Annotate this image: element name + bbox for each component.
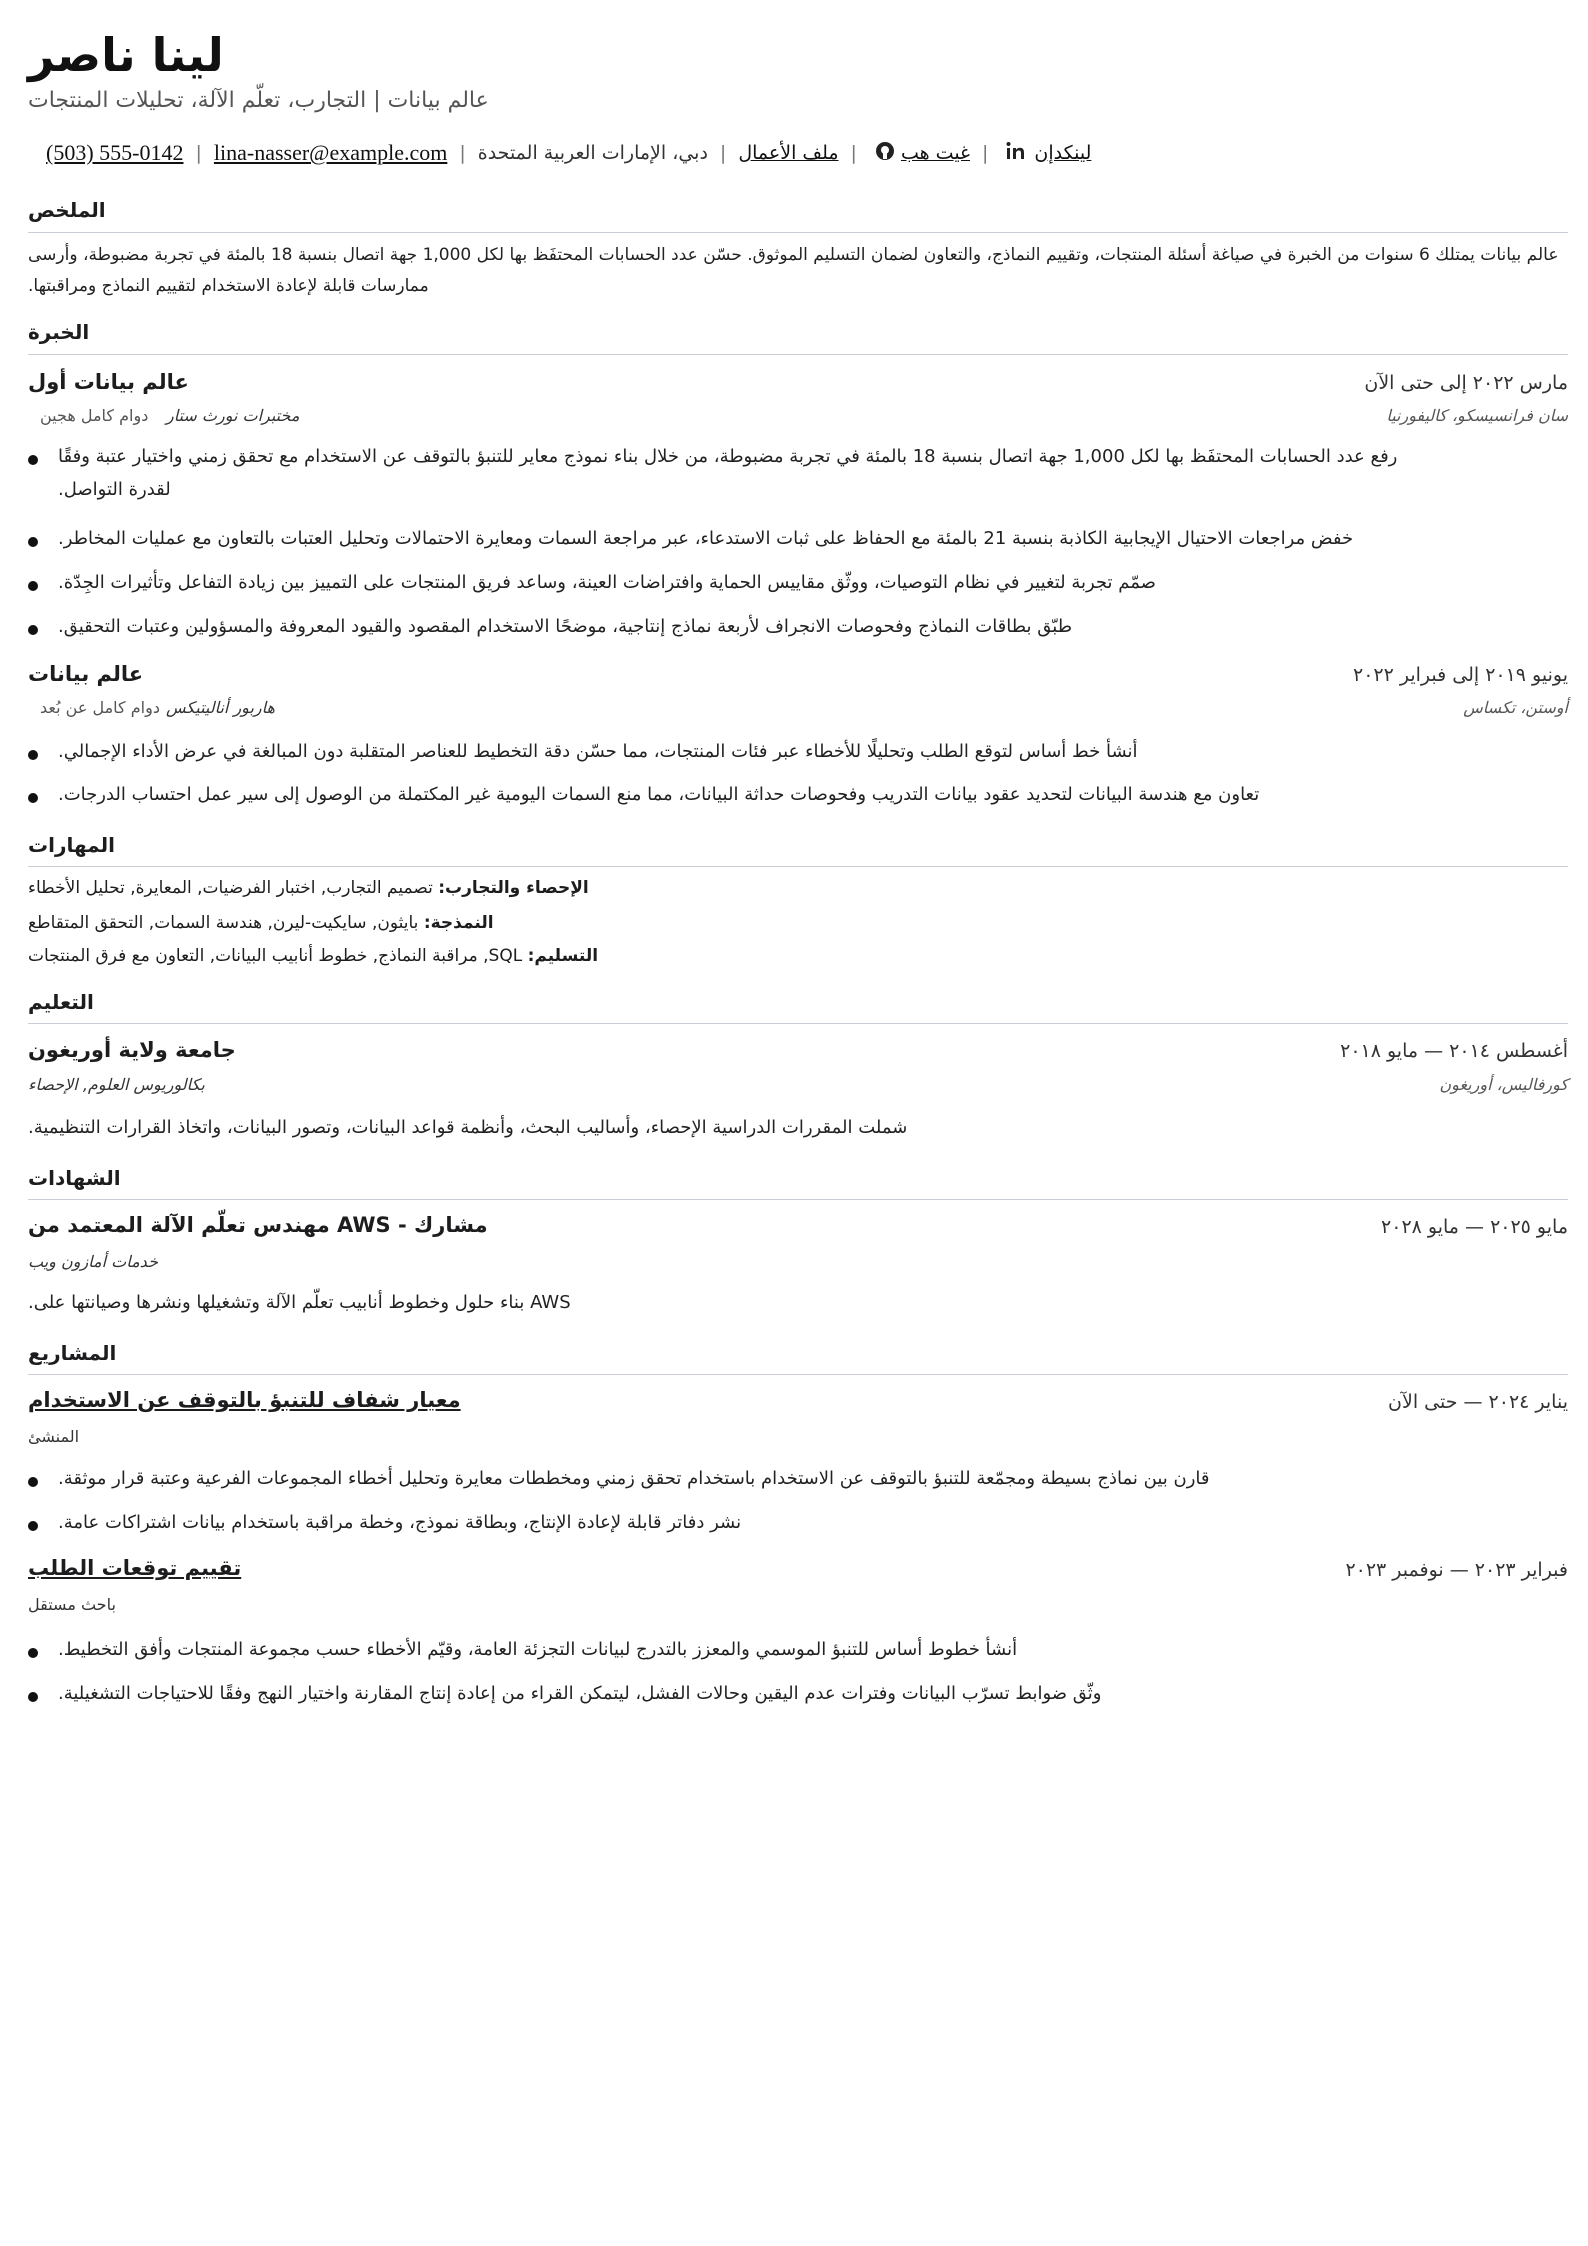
job-location: سان فرانسيسكو، كاليفورنيا [1386,406,1568,425]
job-title: عالم بيانات أول [28,370,189,394]
github-link[interactable]: غيت هب [900,142,970,164]
location-text: دبي، الإمارات العربية المتحدة [477,142,708,164]
divider [28,1199,1568,1200]
email-link[interactable]: lina-nasser@example.com [213,140,448,165]
education-dates: أغسطس ٢٠١٤ — مايو ٢٠١٨ [1340,1040,1568,1062]
section-title-projects: المشاريع [28,1341,117,1365]
skill-value: بايثون, سايكيت-ليرن, هندسة السمات, التحقق المتقاطع [28,913,424,933]
skill-value: SQL, مراقبة النماذج, خطوط أنابيب البيانات, التعاون مع فرق المنتجات [28,946,528,966]
separator: | [459,142,466,164]
section-title-certifications: الشهادات [28,1166,121,1190]
project-bullet: وثّق ضوابط تسرّب البيانات وفترات عدم اليقين وحالات الفشل، ليتمكن القراء من إعادة إنتاج المقارنة واختيار النهج وفقًا للاحتياجات التشغيلية. [58,1683,1102,1704]
separator: | [195,142,202,164]
job-bullet: صمّم تجربة لتغيير في نظام التوصيات، ووثّق مقاييس الحماية وافتراضات العينة، وساعد فريق المنتجات على التمييز بين زيادة التفاعل وتأثيرات الجِدّة. [58,572,1156,593]
bullet-marker [28,1477,38,1487]
certification-issuer: خدمات أمازون ويب [28,1252,158,1271]
bullet-marker [28,455,38,465]
bullet-marker [28,1521,38,1531]
bullet-marker [28,1692,38,1702]
job-dates: مارس ٢٠٢٢ إلى حتى الآن [1364,372,1568,394]
divider [28,232,1568,233]
education-description: شملت المقررات الدراسية الإحصاء، وأساليب البحث، وأنظمة قواعد البيانات، وتصور البيانات، واتخاذ القرارات التنظيمية. [28,1117,908,1138]
linkedin-icon [1006,141,1028,166]
job-title: عالم بيانات [28,662,144,686]
bullet-marker [28,537,38,547]
job-location: أوستن، تكساس [1463,698,1568,717]
summary-line-2: ممارسات قابلة لإعادة الاستخدام لتقييم النماذج ومراقبتها. [28,276,429,296]
skill-value: تصميم التجارب, اختبار الفرضيات, المعايرة, تحليل الأخطاء [28,878,439,898]
certification-description: AWS بناء حلول وخطوط أنابيب تعلّم الآلة وتشغيلها ونشرها وصيانتها على. [28,1292,571,1313]
job-meta: دوام كامل عن بُعد [40,698,160,717]
certification-dates: مايو ٢٠٢٥ — مايو ٢٠٢٨ [1381,1216,1568,1238]
job-bullet: رفع عدد الحسابات المحتفَظ بها لكل 1,000 جهة اتصال بنسبة 18 بالمئة في تجربة مضبوطة، من خلال بناء نموذج معاير للتنبؤ بالتوقف عن الاستخدام مع تحقق زمني واختيار عتبة وفقًا [58,446,1398,467]
job-bullet: أنشأ خط أساس لتوقع الطلب وتحليلًا للأخطاء عبر فئات المنتجات، مما حسّن دقة التخطيط للعناصر المتقلبة دون المبالغة في عرض الأداء الإجمالي. [58,741,1138,762]
school-name: جامعة ولاية أوريغون [28,1038,236,1062]
divider [28,354,1568,355]
separator: | [982,142,989,164]
job-bullet: تعاون مع هندسة البيانات لتحديد عقود بيانات التدريب وفحوصات حداثة البيانات، مما منع السمات اليومية غير المكتملة من الوصول إلى سير عمل احتساب الدرجات. [58,784,1260,805]
project-bullet: أنشأ خطوط أساس للتنبؤ الموسمي والمعزز بالتدرج لبيانات التجزئة العامة، وقيّم الأخطاء حسب مجموعة المنتجات وأفق التخطيط. [58,1639,1018,1660]
separator: | [850,142,857,164]
job-bullet-continuation: لقدرة التواصل. [58,479,171,500]
summary-line-1: عالم بيانات يمتلك 6 سنوات من الخبرة في صياغة أسئلة المنتجات، وتقييم النماذج، والتعاون لضمان التسليم الموثوق. حسّن عدد الحسابات المحتفَظ بها لكل 1,000 جهة اتصال بنسبة 18 بالمئة في تجربة مضبوطة، وأرسى [28,245,1559,265]
contact-bar [46,140,1091,166]
skill-row [28,913,494,933]
bullet-marker [28,750,38,760]
linkedin-link[interactable]: لينكدإن [1034,142,1092,164]
skill-label: التسليم: [527,946,599,966]
candidate-name: لينا ناصر [28,28,224,82]
separator: | [719,142,727,164]
section-title-experience: الخبرة [28,320,90,344]
job-meta: دوام كامل هجين [40,406,149,425]
section-title-skills: المهارات [28,833,115,857]
bullet-marker [28,1648,38,1658]
project-role: المنشئ [28,1427,80,1446]
project-role: باحث مستقل [28,1595,116,1614]
project-bullet: نشر دفاتر قابلة لإعادة الإنتاج، وبطاقة نموذج، وخطة مراقبة باستخدام بيانات اشتراكات عامة. [58,1512,742,1533]
project-dates: فبراير ٢٠٢٣ — نوفمبر ٢٠٢٣ [1345,1559,1568,1581]
project-title-link[interactable]: تقييم توقعات الطلب [28,1556,242,1580]
job-company: هاربور أناليتيكس [166,698,275,717]
skill-row [28,946,598,966]
skill-label: النمذجة: [423,913,494,933]
bullet-marker [28,793,38,803]
education-location: كورفاليس، أوريغون [1439,1075,1568,1094]
project-title-link[interactable]: معيار شفاف للتنبؤ بالتوقف عن الاستخدام [28,1388,461,1412]
divider [28,866,1568,867]
job-bullet: طبّق بطاقات النماذج وفحوصات الانجراف لأربعة نماذج إنتاجية، موضحًا الاستخدام المقصود والقيود المعروفة والمسؤولين وعتبات التحقيق. [58,616,1073,637]
section-title-education: التعليم [28,990,94,1014]
degree: بكالوريوس العلوم, الإحصاء [28,1075,205,1094]
section-title-summary: الملخص [28,198,106,222]
bullet-marker [28,625,38,635]
project-bullet: قارن بين نماذج بسيطة ومجمّعة للتنبؤ بالتوقف عن الاستخدام باستخدام تحقق زمني ومخططات معايرة وتحليل أخطاء المجموعات الفرعية وعتبة قرار موثقة. [58,1468,1210,1489]
bullet-marker [28,581,38,591]
divider [28,1023,1568,1024]
phone-link[interactable]: (503) 555-0142 [46,140,184,165]
portfolio-link[interactable]: ملف الأعمال [738,142,839,164]
job-bullet: خفض مراجعات الاحتيال الإيجابية الكاذبة بنسبة 21 بالمئة مع الحفاظ على ثبات الاستدعاء، عبر مراجعة السمات ومعايرة الاحتمالات وتحليل العتبات بالتعاون مع عمليات المخاطر. [58,528,1354,549]
headline: عالم بيانات | التجارب، تعلّم الآلة، تحليلات المنتجات [28,88,489,113]
github-icon [875,141,895,166]
divider [28,1374,1568,1375]
job-dates: يونيو ٢٠١٩ إلى فبراير ٢٠٢٢ [1352,664,1568,686]
job-company: مختبرات نورث ستار [166,406,300,425]
skill-row [28,878,589,898]
skill-label: الإحصاء والتجارب: [438,878,589,898]
project-dates: يناير ٢٠٢٤ — حتى الآن [1388,1391,1568,1413]
certification-name: مشارك - AWS مهندس تعلّم الآلة المعتمد من [28,1213,488,1237]
